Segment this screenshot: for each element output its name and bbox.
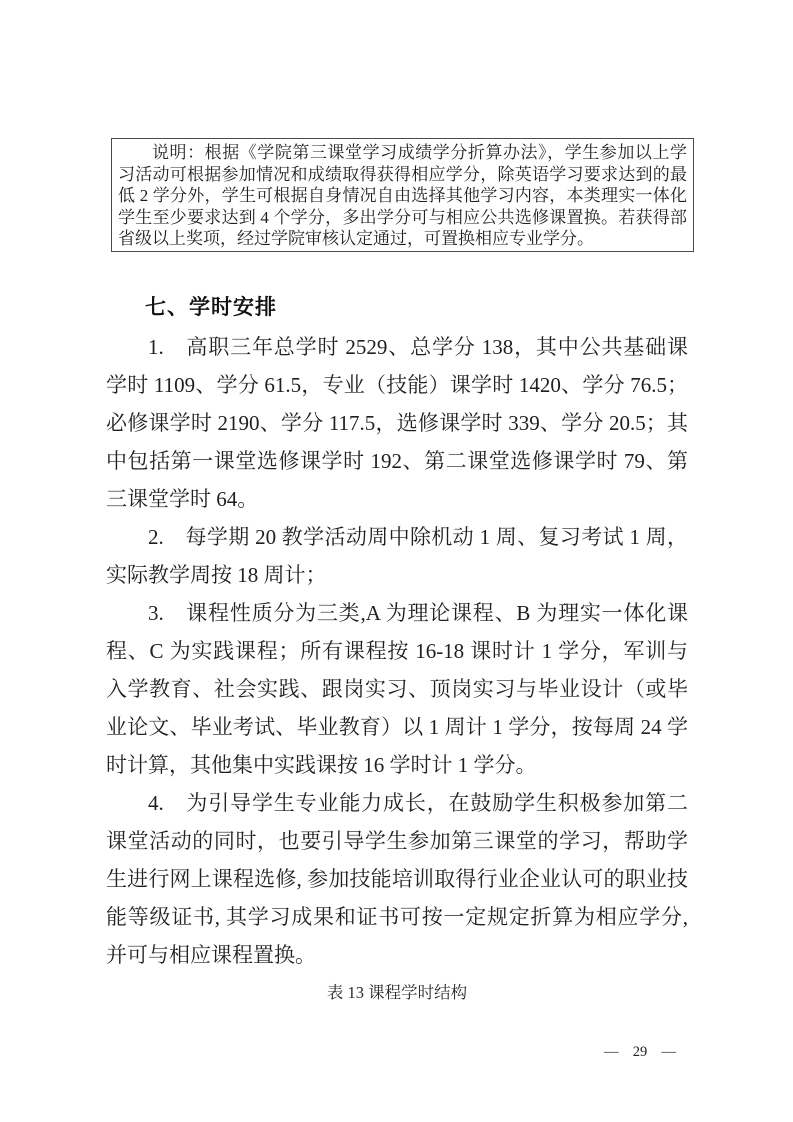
page-number: 29 xyxy=(632,1044,648,1060)
note-box xyxy=(111,138,694,252)
footer-dash-right: — xyxy=(661,1044,676,1060)
body-text xyxy=(106,328,688,1004)
paragraph-4: 4. 为引导学生专业能力成长，在鼓励学生积极参加第二课堂活动的同时，也要引导学生参加第三课堂的学习，帮助学生进行网上课程选修, 参加技能培训取得行业企业认可的职业技能等级证书, 其学习成果和证书可按一定规定折算为相应学分, 并可与相应课程置换。 xyxy=(106,791,688,967)
note-text: 说明：根据《学院第三课堂学习成绩学分折算办法》，学生参加以上学习活动可根据参加情况和成绩取得获得相应学分，除英语学习要求达到的最低 2 学分外，学生可根据自身情况自由选择其他学习内容，本类理实一体化学生至少要求达到 4 个学分，多出学分可与相应公共选修课置换。若获得部省级以上奖项，经过学院审核认定通过，可置换相应专业学分。 xyxy=(118,143,687,248)
paragraph-2: 2. 每学期 20 教学活动周中除机动 1 周、复习考试 1 周，实际教学周按 18 周计； xyxy=(106,525,688,587)
section-heading: 七、学时安排 xyxy=(145,296,277,319)
paragraph-1: 1. 高职三年总学时 2529、总学分 138，其中公共基础课学时 1109、学分 61.5，专业（技能）课学时 1420、学分 76.5；必修课学时 2190、学分 117.5，选修课学时 339、学分 20.5；其中包括第一课堂选修课学时 192、第二课堂选修课学时 79、第三课堂学时 64。 xyxy=(106,335,688,511)
page-footer xyxy=(604,1044,676,1061)
footer-dash-left: — xyxy=(604,1044,619,1060)
table-caption: 表 13 课程学时结构 xyxy=(326,983,468,1002)
paragraph-3: 3. 课程性质分为三类,A 为理论课程、B 为理实一体化课程、C 为实践课程；所有课程按 16-18 课时计 1 学分，军训与入学教育、社会实践、跟岗实习、顶岗实习与毕业设计（或毕业论文、毕业考试、毕业教育）以 1 周计 1 学分，按每周 24 学时计算，其他集中实践课按 16 学时计 1 学分。 xyxy=(106,601,688,777)
